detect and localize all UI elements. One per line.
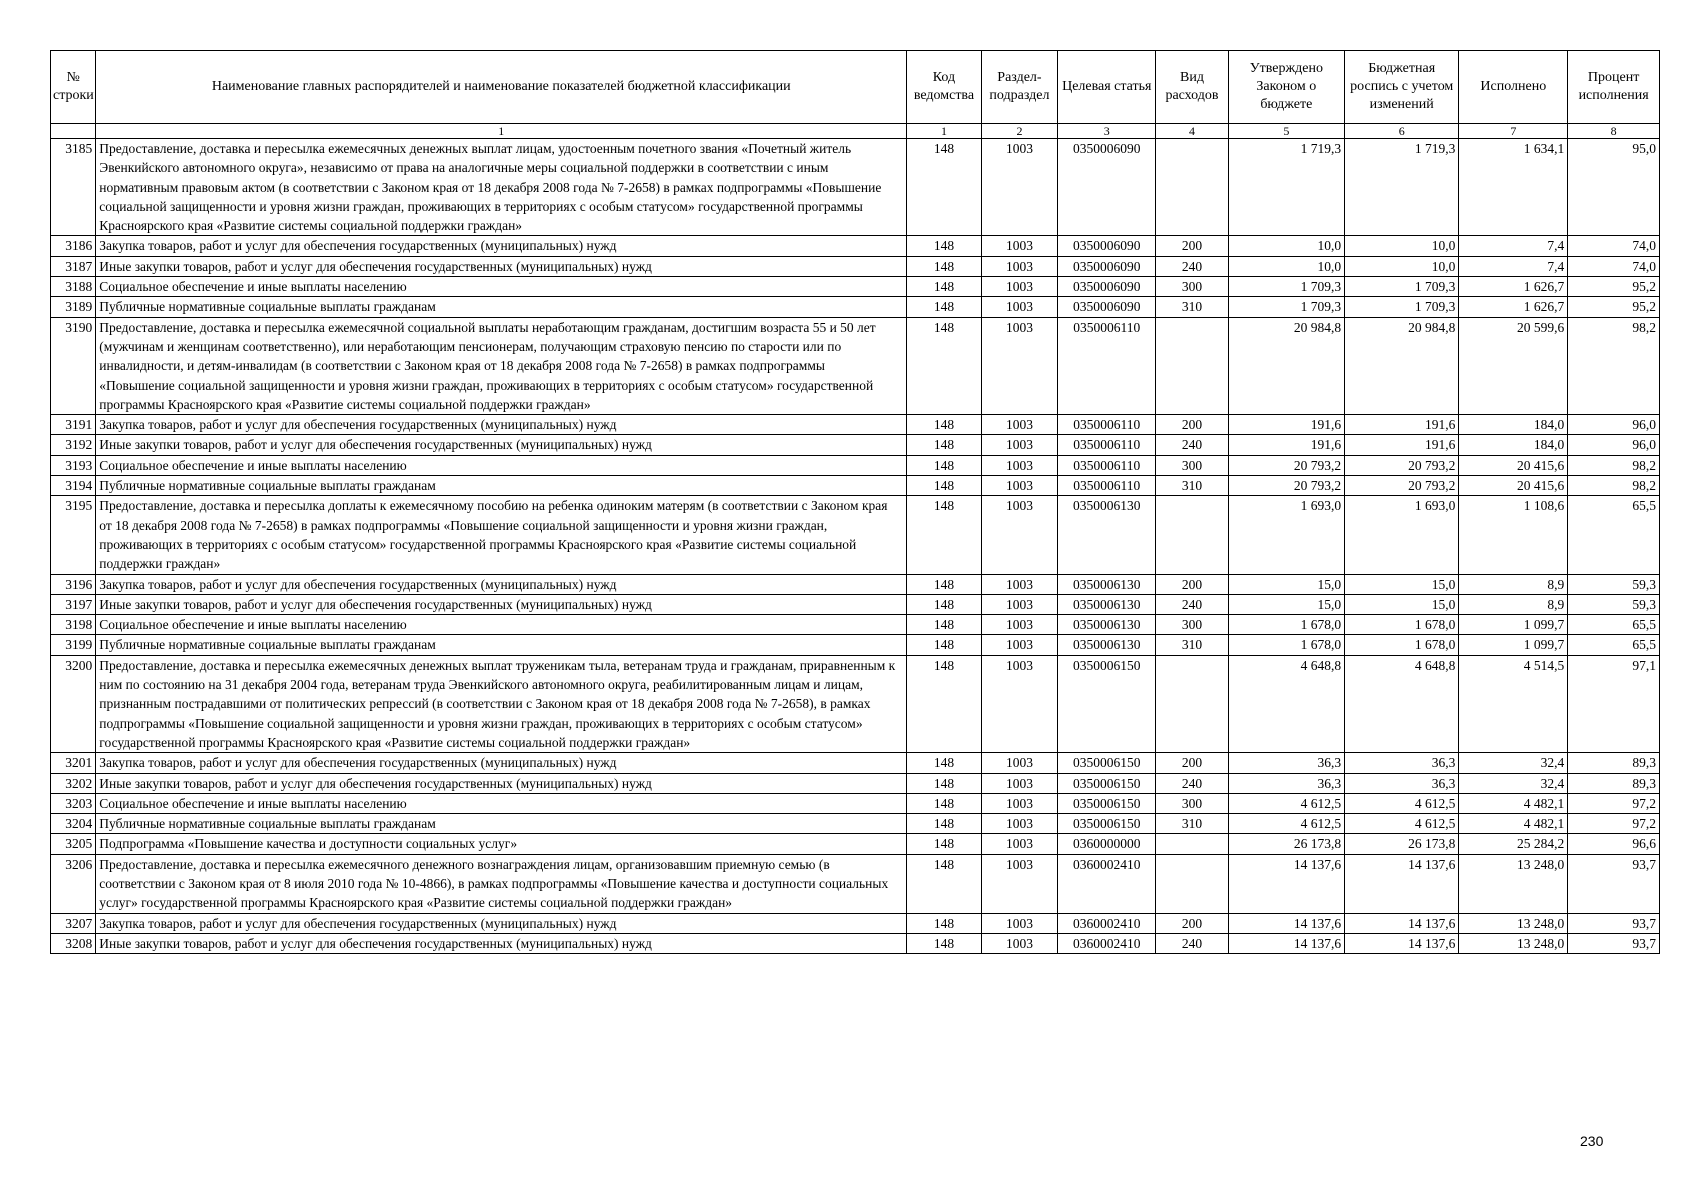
section-code: 1003 <box>981 834 1058 854</box>
table-row <box>51 256 1660 276</box>
table-row <box>51 435 1660 455</box>
column-number: 8 <box>1568 124 1660 139</box>
budget-list-amount: 4 648,8 <box>1345 655 1459 752</box>
row-name: Закупка товаров, работ и услуг для обеспечения государственных (муниципальных) нужд <box>96 753 907 773</box>
executed-amount: 13 248,0 <box>1459 933 1568 953</box>
row-name: Предоставление, доставка и пересылка ежемесячной социальной выплаты неработающим гражданам, достигшим возраста 55 и 50 лет (мужчинам и женщинам соответственно), или неработающим пенсионерам, получающим страховую пенсию по старости или по инвалидности, и детям-инвалидам (в соответствии с Законом края от 18 декабря 2008 года № 7-2658) в рамках подпрограммы «Повышение социальной защищенности и уровня жизни граждан, проживающих в территориях с особым статусом» государственной программы Красноярского края «Развитие системы социальной поддержки граждан» <box>96 317 907 414</box>
section-code: 1003 <box>981 753 1058 773</box>
executed-amount: 8,9 <box>1459 594 1568 614</box>
budget-list-amount: 191,6 <box>1345 415 1459 435</box>
row-name: Иные закупки товаров, работ и услуг для обеспечения государственных (муниципальных) нужд <box>96 773 907 793</box>
section-code: 1003 <box>981 793 1058 813</box>
target-article: 0350006150 <box>1058 753 1156 773</box>
section-code: 1003 <box>981 236 1058 256</box>
budget-list-amount: 191,6 <box>1345 435 1459 455</box>
target-article: 0350006150 <box>1058 655 1156 752</box>
budget-list-amount: 1 709,3 <box>1345 297 1459 317</box>
row-number: 3203 <box>51 793 96 813</box>
executed-amount: 13 248,0 <box>1459 854 1568 913</box>
approved-amount: 1 709,3 <box>1228 277 1344 297</box>
department-code: 148 <box>907 933 981 953</box>
department-code: 148 <box>907 635 981 655</box>
department-code: 148 <box>907 594 981 614</box>
department-code: 148 <box>907 415 981 435</box>
header-name: Наименование главных распорядителей и наименование показателей бюджетной классификации <box>96 51 907 124</box>
section-code: 1003 <box>981 496 1058 574</box>
section-code: 1003 <box>981 297 1058 317</box>
row-name: Предоставление, доставка и пересылка ежемесячных денежных выплат лицам, удостоенным почетного звания «Почетный житель Эвенкийского автономного округа», независимо от права на аналогичные меры социальной поддержки в соответствии с иным нормативным правовым актом (в соответствии с Законом края от 18 декабря 2008 года № 7-2658) в рамках подпрограммы «Повышение социальной защищенности и уровня жизни граждан, проживающих в территориях с особым статусом» государственной программы Красноярского края «Развитие системы социальной поддержки граждан» <box>96 139 907 236</box>
row-number: 3199 <box>51 635 96 655</box>
budget-list-amount: 36,3 <box>1345 753 1459 773</box>
expense-type: 240 <box>1156 933 1228 953</box>
approved-amount: 20 793,2 <box>1228 476 1344 496</box>
approved-amount: 1 719,3 <box>1228 139 1344 236</box>
header-target-article: Целевая статья <box>1058 51 1156 124</box>
executed-amount: 25 284,2 <box>1459 834 1568 854</box>
department-code: 148 <box>907 277 981 297</box>
budget-list-amount: 15,0 <box>1345 594 1459 614</box>
table-row <box>51 773 1660 793</box>
budget-list-amount: 1 678,0 <box>1345 615 1459 635</box>
row-number: 3185 <box>51 139 96 236</box>
approved-amount: 4 648,8 <box>1228 655 1344 752</box>
execution-percent: 97,1 <box>1568 655 1660 752</box>
department-code: 148 <box>907 297 981 317</box>
execution-percent: 65,5 <box>1568 615 1660 635</box>
execution-percent: 96,6 <box>1568 834 1660 854</box>
row-number: 3186 <box>51 236 96 256</box>
executed-amount: 1 099,7 <box>1459 635 1568 655</box>
section-code: 1003 <box>981 773 1058 793</box>
execution-percent: 74,0 <box>1568 236 1660 256</box>
row-number: 3207 <box>51 913 96 933</box>
executed-amount: 20 599,6 <box>1459 317 1568 414</box>
section-code: 1003 <box>981 476 1058 496</box>
row-name: Предоставление, доставка и пересылка ежемесячных денежных выплат труженикам тыла, ветеранам труда и гражданам, приравненным к ним по состоянию на 31 декабря 2004 года, ветеранам труда Эвенкийского автономного округа, реабилитированным лицам и лицам, признанным пострадавшими от политических репрессий (в соответствии с Законом края от 18 декабря 2008 года № 7-2658), в рамках подпрограммы «Повышение социальной защищенности и уровня жизни граждан, проживающих в территориях с особым статусом» государственной программы Красноярского края «Развитие системы социальной поддержки граждан» <box>96 655 907 752</box>
target-article: 0350006150 <box>1058 814 1156 834</box>
section-code: 1003 <box>981 814 1058 834</box>
column-number-row <box>51 124 1660 139</box>
executed-amount: 20 415,6 <box>1459 476 1568 496</box>
budget-list-amount: 1 678,0 <box>1345 635 1459 655</box>
executed-amount: 7,4 <box>1459 236 1568 256</box>
executed-amount: 1 634,1 <box>1459 139 1568 236</box>
expense-type <box>1156 496 1228 574</box>
approved-amount: 1 693,0 <box>1228 496 1344 574</box>
column-number: 4 <box>1156 124 1228 139</box>
table-row <box>51 415 1660 435</box>
row-name: Иные закупки товаров, работ и услуг для обеспечения государственных (муниципальных) нужд <box>96 435 907 455</box>
table-row <box>51 317 1660 414</box>
execution-percent: 95,0 <box>1568 139 1660 236</box>
row-number: 3204 <box>51 814 96 834</box>
expense-type: 310 <box>1156 814 1228 834</box>
row-name: Предоставление, доставка и пересылка ежемесячного денежного вознаграждения лицам, организовавшим приемную семью (в соответствии с Законом края от 8 июля 2010 года № 10-4866), в рамках подпрограммы «Повышение качества и доступности социальных услуг» государственной программы Красноярского края «Развитие системы социальной поддержки граждан» <box>96 854 907 913</box>
department-code: 148 <box>907 793 981 813</box>
approved-amount: 4 612,5 <box>1228 793 1344 813</box>
department-code: 148 <box>907 615 981 635</box>
row-name: Подпрограмма «Повышение качества и доступности социальных услуг» <box>96 834 907 854</box>
department-code: 148 <box>907 773 981 793</box>
table-row <box>51 913 1660 933</box>
expense-type <box>1156 317 1228 414</box>
row-name: Публичные нормативные социальные выплаты гражданам <box>96 297 907 317</box>
expense-type: 300 <box>1156 277 1228 297</box>
section-code: 1003 <box>981 574 1058 594</box>
execution-percent: 93,7 <box>1568 854 1660 913</box>
section-code: 1003 <box>981 317 1058 414</box>
execution-percent: 89,3 <box>1568 773 1660 793</box>
approved-amount: 15,0 <box>1228 594 1344 614</box>
expense-type <box>1156 139 1228 236</box>
budget-list-amount: 20 793,2 <box>1345 476 1459 496</box>
executed-amount: 4 482,1 <box>1459 814 1568 834</box>
budget-list-amount: 4 612,5 <box>1345 793 1459 813</box>
executed-amount: 1 626,7 <box>1459 297 1568 317</box>
approved-amount: 15,0 <box>1228 574 1344 594</box>
department-code: 148 <box>907 236 981 256</box>
department-code: 148 <box>907 139 981 236</box>
executed-amount: 32,4 <box>1459 773 1568 793</box>
department-code: 148 <box>907 476 981 496</box>
execution-percent: 74,0 <box>1568 256 1660 276</box>
table-row <box>51 236 1660 256</box>
department-code: 148 <box>907 753 981 773</box>
table-row <box>51 635 1660 655</box>
target-article: 0350006130 <box>1058 615 1156 635</box>
row-number: 3195 <box>51 496 96 574</box>
target-article: 0350006090 <box>1058 139 1156 236</box>
department-code: 148 <box>907 574 981 594</box>
execution-percent: 65,5 <box>1568 496 1660 574</box>
table-row <box>51 455 1660 475</box>
expense-type: 240 <box>1156 256 1228 276</box>
department-code: 148 <box>907 256 981 276</box>
budget-list-amount: 10,0 <box>1345 256 1459 276</box>
table-row <box>51 814 1660 834</box>
target-article: 0350006150 <box>1058 793 1156 813</box>
row-name: Социальное обеспечение и иные выплаты населению <box>96 615 907 635</box>
expense-type: 240 <box>1156 435 1228 455</box>
department-code: 148 <box>907 435 981 455</box>
row-number: 3193 <box>51 455 96 475</box>
table-row <box>51 476 1660 496</box>
approved-amount: 26 173,8 <box>1228 834 1344 854</box>
section-code: 1003 <box>981 455 1058 475</box>
approved-amount: 191,6 <box>1228 415 1344 435</box>
approved-amount: 36,3 <box>1228 773 1344 793</box>
section-code: 1003 <box>981 635 1058 655</box>
header-budget-list: Бюджетная роспись с учетом изменений <box>1345 51 1459 124</box>
approved-amount: 20 793,2 <box>1228 455 1344 475</box>
column-number: 6 <box>1345 124 1459 139</box>
target-article: 0350006090 <box>1058 236 1156 256</box>
header-department-code: Код ведомства <box>907 51 981 124</box>
target-article: 0360002410 <box>1058 933 1156 953</box>
expense-type: 200 <box>1156 753 1228 773</box>
row-number: 3190 <box>51 317 96 414</box>
expense-type: 310 <box>1156 476 1228 496</box>
row-name: Иные закупки товаров, работ и услуг для обеспечения государственных (муниципальных) нужд <box>96 256 907 276</box>
row-name: Закупка товаров, работ и услуг для обеспечения государственных (муниципальных) нужд <box>96 913 907 933</box>
target-article: 0350006150 <box>1058 773 1156 793</box>
budget-list-amount: 15,0 <box>1345 574 1459 594</box>
section-code: 1003 <box>981 415 1058 435</box>
table-row <box>51 139 1660 236</box>
row-number: 3188 <box>51 277 96 297</box>
execution-percent: 95,2 <box>1568 277 1660 297</box>
department-code: 148 <box>907 455 981 475</box>
section-code: 1003 <box>981 594 1058 614</box>
executed-amount: 7,4 <box>1459 256 1568 276</box>
table-row <box>51 933 1660 953</box>
execution-percent: 95,2 <box>1568 297 1660 317</box>
row-number: 3205 <box>51 834 96 854</box>
expense-type: 300 <box>1156 615 1228 635</box>
row-name: Публичные нормативные социальные выплаты гражданам <box>96 476 907 496</box>
row-name: Иные закупки товаров, работ и услуг для обеспечения государственных (муниципальных) нужд <box>96 933 907 953</box>
table-row <box>51 753 1660 773</box>
section-code: 1003 <box>981 655 1058 752</box>
row-number: 3201 <box>51 753 96 773</box>
header-row <box>51 51 1660 124</box>
target-article: 0350006110 <box>1058 435 1156 455</box>
column-number: 3 <box>1058 124 1156 139</box>
expense-type: 240 <box>1156 773 1228 793</box>
expense-type: 240 <box>1156 594 1228 614</box>
department-code: 148 <box>907 814 981 834</box>
target-article: 0350006110 <box>1058 317 1156 414</box>
budget-list-amount: 20 793,2 <box>1345 455 1459 475</box>
table-row <box>51 793 1660 813</box>
approved-amount: 10,0 <box>1228 236 1344 256</box>
row-number: 3189 <box>51 297 96 317</box>
row-number: 3192 <box>51 435 96 455</box>
budget-list-amount: 14 137,6 <box>1345 933 1459 953</box>
row-number: 3200 <box>51 655 96 752</box>
table-row <box>51 834 1660 854</box>
department-code: 148 <box>907 913 981 933</box>
row-number: 3206 <box>51 854 96 913</box>
row-number: 3198 <box>51 615 96 635</box>
expense-type: 300 <box>1156 793 1228 813</box>
row-number: 3208 <box>51 933 96 953</box>
header-percent: Процент исполнения <box>1568 51 1660 124</box>
executed-amount: 1 626,7 <box>1459 277 1568 297</box>
executed-amount: 4 482,1 <box>1459 793 1568 813</box>
row-name: Иные закупки товаров, работ и услуг для обеспечения государственных (муниципальных) нужд <box>96 594 907 614</box>
target-article: 0350006110 <box>1058 455 1156 475</box>
executed-amount: 13 248,0 <box>1459 913 1568 933</box>
target-article: 0350006090 <box>1058 297 1156 317</box>
department-code: 148 <box>907 854 981 913</box>
execution-percent: 98,2 <box>1568 476 1660 496</box>
budget-list-amount: 1 709,3 <box>1345 277 1459 297</box>
target-article: 0360002410 <box>1058 913 1156 933</box>
column-number: 1 <box>96 124 907 139</box>
expense-type: 200 <box>1156 236 1228 256</box>
target-article: 0350006090 <box>1058 277 1156 297</box>
row-name: Закупка товаров, работ и услуг для обеспечения государственных (муниципальных) нужд <box>96 236 907 256</box>
table-row <box>51 574 1660 594</box>
row-number: 3194 <box>51 476 96 496</box>
expense-type: 300 <box>1156 455 1228 475</box>
row-number: 3197 <box>51 594 96 614</box>
section-code: 1003 <box>981 277 1058 297</box>
section-code: 1003 <box>981 615 1058 635</box>
approved-amount: 1 678,0 <box>1228 615 1344 635</box>
row-name: Публичные нормативные социальные выплаты гражданам <box>96 814 907 834</box>
column-number: 5 <box>1228 124 1344 139</box>
approved-amount: 14 137,6 <box>1228 913 1344 933</box>
section-code: 1003 <box>981 435 1058 455</box>
budget-list-amount: 36,3 <box>1345 773 1459 793</box>
target-article: 0350006130 <box>1058 574 1156 594</box>
department-code: 148 <box>907 496 981 574</box>
section-code: 1003 <box>981 913 1058 933</box>
budget-list-amount: 26 173,8 <box>1345 834 1459 854</box>
expense-type: 310 <box>1156 297 1228 317</box>
row-name: Предоставление, доставка и пересылка доплаты к ежемесячному пособию на ребенка одиноким матерям (в соответствии с Законом края от 18 декабря 2008 года № 7-2658) в рамках подпрограммы «Повышение социальной защищенности и уровня жизни граждан, проживающих в территориях с особым статусом» государственной программы Красноярского края «Развитие системы социальной поддержки граждан» <box>96 496 907 574</box>
table-row <box>51 496 1660 574</box>
executed-amount: 184,0 <box>1459 415 1568 435</box>
table-row <box>51 854 1660 913</box>
column-number: 1 <box>907 124 981 139</box>
row-number: 3187 <box>51 256 96 276</box>
execution-percent: 93,7 <box>1568 933 1660 953</box>
execution-percent: 97,2 <box>1568 814 1660 834</box>
page-number: 230 <box>1580 1133 1604 1149</box>
budget-list-amount: 1 693,0 <box>1345 496 1459 574</box>
executed-amount: 8,9 <box>1459 574 1568 594</box>
row-number: 3202 <box>51 773 96 793</box>
table-row <box>51 594 1660 614</box>
department-code: 148 <box>907 317 981 414</box>
execution-percent: 96,0 <box>1568 415 1660 435</box>
execution-percent: 93,7 <box>1568 913 1660 933</box>
header-section: Раздел-подраздел <box>981 51 1058 124</box>
executed-amount: 32,4 <box>1459 753 1568 773</box>
budget-list-amount: 14 137,6 <box>1345 913 1459 933</box>
expense-type: 200 <box>1156 913 1228 933</box>
executed-amount: 20 415,6 <box>1459 455 1568 475</box>
row-name: Социальное обеспечение и иные выплаты населению <box>96 277 907 297</box>
approved-amount: 191,6 <box>1228 435 1344 455</box>
approved-amount: 10,0 <box>1228 256 1344 276</box>
section-code: 1003 <box>981 139 1058 236</box>
execution-percent: 96,0 <box>1568 435 1660 455</box>
row-name: Социальное обеспечение и иные выплаты населению <box>96 793 907 813</box>
department-code: 148 <box>907 834 981 854</box>
column-number: 2 <box>981 124 1058 139</box>
executed-amount: 1 099,7 <box>1459 615 1568 635</box>
expense-type: 200 <box>1156 415 1228 435</box>
budget-list-amount: 1 719,3 <box>1345 139 1459 236</box>
column-number-empty <box>51 124 96 139</box>
table-row <box>51 297 1660 317</box>
approved-amount: 14 137,6 <box>1228 854 1344 913</box>
executed-amount: 1 108,6 <box>1459 496 1568 574</box>
department-code: 148 <box>907 655 981 752</box>
row-name: Социальное обеспечение и иные выплаты населению <box>96 455 907 475</box>
target-article: 0350006130 <box>1058 635 1156 655</box>
executed-amount: 184,0 <box>1459 435 1568 455</box>
row-number: 3191 <box>51 415 96 435</box>
target-article: 0350006110 <box>1058 476 1156 496</box>
target-article: 0350006090 <box>1058 256 1156 276</box>
row-name: Закупка товаров, работ и услуг для обеспечения государственных (муниципальных) нужд <box>96 415 907 435</box>
approved-amount: 14 137,6 <box>1228 933 1344 953</box>
row-name: Публичные нормативные социальные выплаты гражданам <box>96 635 907 655</box>
execution-percent: 59,3 <box>1568 574 1660 594</box>
expense-type <box>1156 834 1228 854</box>
budget-list-amount: 10,0 <box>1345 236 1459 256</box>
budget-list-amount: 4 612,5 <box>1345 814 1459 834</box>
table-row <box>51 277 1660 297</box>
section-code: 1003 <box>981 933 1058 953</box>
budget-list-amount: 14 137,6 <box>1345 854 1459 913</box>
target-article: 0360002410 <box>1058 854 1156 913</box>
expense-type <box>1156 655 1228 752</box>
execution-percent: 65,5 <box>1568 635 1660 655</box>
target-article: 0350006110 <box>1058 415 1156 435</box>
approved-amount: 4 612,5 <box>1228 814 1344 834</box>
row-name: Закупка товаров, работ и услуг для обеспечения государственных (муниципальных) нужд <box>96 574 907 594</box>
table-row <box>51 615 1660 635</box>
budget-execution-table <box>50 50 1660 954</box>
expense-type <box>1156 854 1228 913</box>
target-article: 0350006130 <box>1058 496 1156 574</box>
execution-percent: 97,2 <box>1568 793 1660 813</box>
header-executed: Исполнено <box>1459 51 1568 124</box>
table-row <box>51 655 1660 752</box>
row-number: 3196 <box>51 574 96 594</box>
section-code: 1003 <box>981 256 1058 276</box>
column-number: 7 <box>1459 124 1568 139</box>
section-code: 1003 <box>981 854 1058 913</box>
execution-percent: 98,2 <box>1568 317 1660 414</box>
approved-amount: 20 984,8 <box>1228 317 1344 414</box>
execution-percent: 59,3 <box>1568 594 1660 614</box>
executed-amount: 4 514,5 <box>1459 655 1568 752</box>
header-expense-type: Вид расходов <box>1156 51 1228 124</box>
header-approved: Утверждено Законом о бюджете <box>1228 51 1344 124</box>
expense-type: 200 <box>1156 574 1228 594</box>
target-article: 0350006130 <box>1058 594 1156 614</box>
approved-amount: 1 678,0 <box>1228 635 1344 655</box>
approved-amount: 36,3 <box>1228 753 1344 773</box>
approved-amount: 1 709,3 <box>1228 297 1344 317</box>
execution-percent: 89,3 <box>1568 753 1660 773</box>
budget-list-amount: 20 984,8 <box>1345 317 1459 414</box>
expense-type: 310 <box>1156 635 1228 655</box>
target-article: 0360000000 <box>1058 834 1156 854</box>
header-row-number: № строки <box>51 51 96 124</box>
execution-percent: 98,2 <box>1568 455 1660 475</box>
